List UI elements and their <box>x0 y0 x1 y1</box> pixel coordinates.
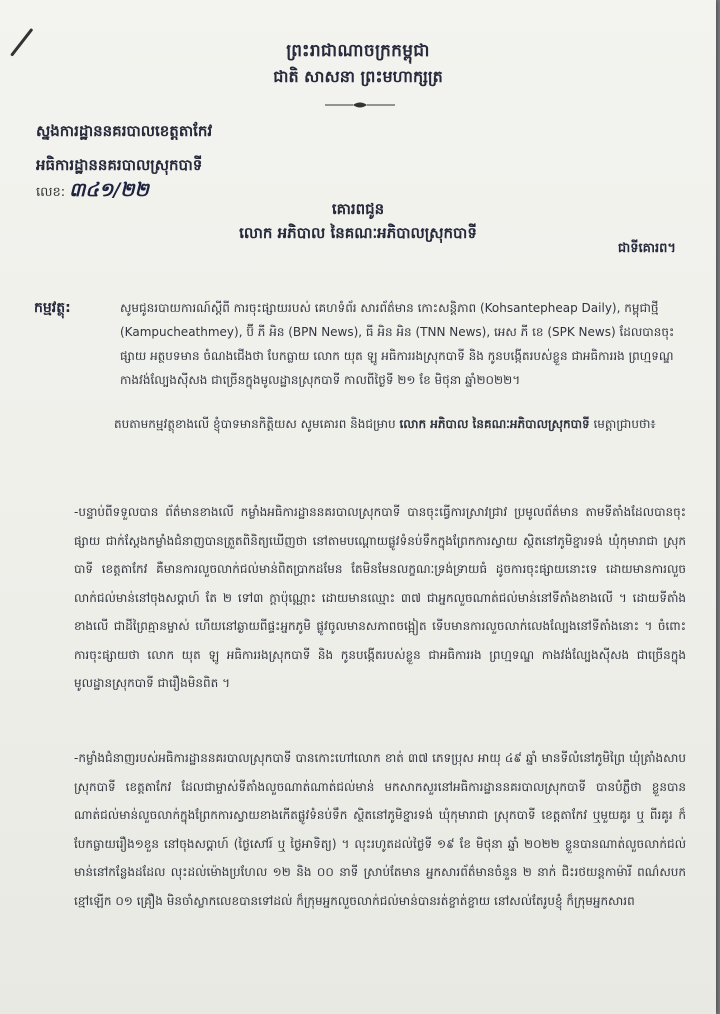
ornament-divider-icon <box>325 100 395 110</box>
intro-paragraph <box>74 410 686 439</box>
intro-text-a: តបតាមកម្មវត្ថុខាងលើ ខ្ញុំបាទមានកិត្តិយស សូមគោរព និងជម្រាប <box>114 417 396 431</box>
reference-value-handwritten: ៣៤១/២២ <box>69 179 149 201</box>
recipient-line: លោក អភិបាល នៃគណៈអភិបាលស្រុកបាទី <box>239 224 477 242</box>
subject-text: សូមជូនរបាយការណ៍ស្តីពី ការចុះផ្សាយរបស់ គេហទំព័រ សារព័ត៌មាន កោះសន្តិភាព (Kohsantepheap Daily), កម្ពុជាថ្មី (Kampucheathmey), ប៊ី ភី អិន (BPN News), ធី អិន អិន (TNN News), អេស ភី ខេ (SPK News) ដែលបានចុះផ្សាយ អត្ថបទមាន ចំណងជើងថា បែកធ្លាយ លោក យុត ឡូ អធិការរងស្រុកបាទី និង កូនបង្កើតរបស់ខ្លួន ជាអធិការរង ព្រហ្មទណ្ឌ កាងវង់ល្បែងស៊ីសង ជាច្រើនក្នុងមូលដ្ឋានស្រុកបាទី កាលពីថ្ងៃទី ២១ ខែ មិថុនា ឆ្នាំ២០២២។ <box>120 301 675 387</box>
national-motto: ជាតិ សាសនា ព្រះមហាក្សត្រ <box>273 67 443 86</box>
salutation: ជាទីគោរព។ <box>617 241 676 256</box>
intro-text-c: មេត្តាជ្រាបថា៖ <box>593 417 656 431</box>
subject-label: កម្មវត្ថុ: <box>34 300 71 316</box>
reference-label: លេខ: <box>36 185 66 200</box>
issuer-inspectorate: អធិការដ្ឋាននគរបាលស្រុកបាទី <box>36 156 203 174</box>
body-paragraph-2: -កម្លាំងជំនាញរបស់អធិការដ្ឋាននគរបាលស្រុកបាទី បានកោះហៅលោក ខាត់ ៣៧ ភេទប្រុស អាយុ ៤៩ ឆ្នាំ មានទីលំនៅភូមិព្រៃ ឃុំត្រាំងសាប ស្រុកបាទី ខេត្តតាកែវ ដែលជាម្ចាស់ទីតាំងលួចណាត់ណាត់ជល់មាន់ មកសាកសួរនៅអធិការដ្ឋាននគរបាលស្រុកបាទី បានបំភ្លឺថា ខ្លួនបានណាត់ជល់មាន់លួចលាក់ក្នុងព្រែកការស្វាយខាងកើតផ្លូវទំនប់ទឹក ស្ថិតនៅភូមិខ្នារទង់ ឃុំកុមារាជា ស្រុកបាទី ខេត្តតាកែវ ឬមួយគូរ ឬ ពីរគូរ ក៏ បែកធ្លាយរឿង១ខួន នៅចុងសប្តាហ៍ (ថ្ងៃសៅរ៍ ឬ ថ្ងៃអាទិត្យ) ។ លុះរហូតដល់ថ្ងៃទី ១៩ ខែ មិថុនា ឆ្នាំ ២០២២ ខ្លួនបានណាត់លួចលាក់ជល់មាន់នៅកន្លែងដដែល លុះដល់ម៉ោងប្រហែល ១២ និង ០០ នាទី ស្រាប់តែមាន អ្នកសារព័ត៌មានចំនួន ២ នាក់ ជិះរថយន្តកាម៉ារី ពណ៌សបកខ្មៅឡើក ០១ គ្រឿង មិនចាំស្លាកលេខបានទៅដល់ ក៏ក្រុមអ្នកលួចលាក់ជល់មាន់បានរត់ខ្ចាត់ខ្ចាយ នៅសល់តែរូបខ្ញុំ ក៏ក្រុមអ្នកសារព <box>74 751 686 908</box>
respect-heading: គោរពជូន <box>331 200 385 218</box>
intro-recipient: លោក អភិបាល នៃគណៈអភិបាលស្រុកបាទី <box>399 417 590 431</box>
body-paragraph-1: -បន្ទាប់ពីទទួលបាន ព័ត៌មានខាងលើ កម្លាំងអធិការដ្ឋាននគរបាលស្រុកបាទី បានចុះធ្វើការស្រាវជ្រាវ ប្រមូលព័ត៌មាន តាមទីតាំងដែលបានចុះផ្សាយ ជាក់ស្តែងកម្លាំងជំនាញបានត្រួតពិនិត្យឃើញថា នៅតាមបណ្តោយផ្លូវទំនប់ទឹកក្នុងព្រែកការស្វាយ ស្ថិតនៅភូមិខ្នារទង់ ឃុំកុមារាជា ស្រុកបាទី ខេត្តតាកែវ គឺមានការលួចលាក់ជល់មាន់ពិតប្រាកដមែន តែមិនមែនលក្ខណៈទ្រង់ទ្រាយធំ ដូចការចុះផ្សាយនោះទេ ដោយមានការលួចលាក់ជល់មាន់នៅចុងសប្តាហ៍ តែ ២ ទៅ៣ ក្តាប៉ុណ្ណោះ ដោយមានឈ្មោះ ៣៧ ជាអ្នកលួចណាត់ជល់មាន់នៅទីតាំងខាងលើ ។ ដោយទីតាំងខាងលើ ជាដីព្រៃគ្មានម្ចាស់ ហើយនៅឆ្ងាយពីផ្ទះអ្នកភូមិ ផ្លូវចូលមានសភាពចង្អៀត ទើបមានការលួចលាក់លេងល្បែងនៅទីតាំងនោះ ។ ចំពោះការចុះផ្សាយថា លោក យុត ឡូ អធិការរងស្រុកបាទី និង កូនបង្កើតរបស់ខ្លួន ជាអធិការរង ព្រហ្មទណ្ឌ កាងវង់ល្បែងស៊ីសង ជាច្រើនក្នុងមូលដ្ឋានស្រុកបាទី ជារឿងមិនពិត ។ <box>74 505 686 690</box>
kingdom-heading: ព្រះរាជាណាចក្រកម្ពុជា <box>286 41 430 61</box>
issuer-commissariat: ស្នងការដ្ឋាននគរបាលខេត្តតាកែវ <box>36 122 213 140</box>
